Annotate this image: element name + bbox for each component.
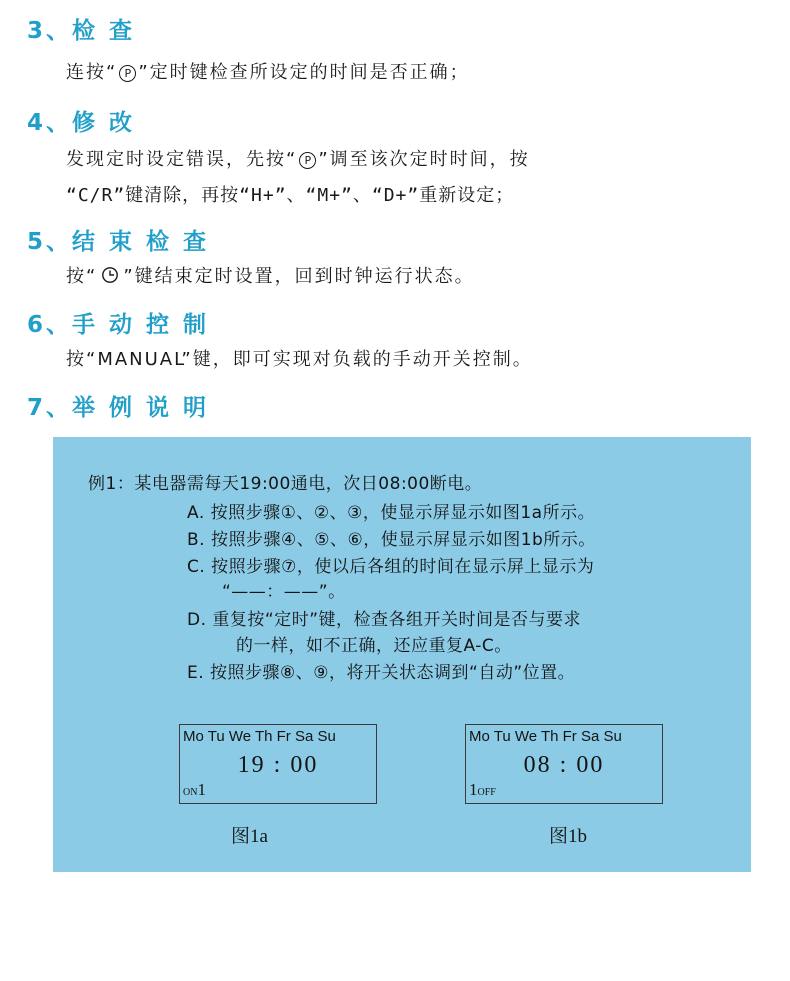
end-check-text-b: ”键结束定时设置，回到时钟运行状态。 [123,266,475,287]
example-step-d-cont: 的一样，如不正确，还应重复A-C。 [236,636,512,656]
section-heading-check: 3、检 查 [27,18,136,44]
p-key-icon: P [299,152,316,169]
figure-caption-1a: 图1a [231,826,268,847]
section-heading-modify: 4、修 改 [27,110,136,136]
end-check-text-a: 按“ [66,266,98,287]
p-key-icon: P [119,65,136,82]
lcd-time: 19 : 00 [237,752,319,778]
section-heading-manual: 6、手 动 控 制 [27,312,210,338]
lcd-weekdays: Mo Tu We Th Fr Sa Su [469,728,622,745]
modify-instruction-line2: “C/R”键清除，再按“H+”、“M+”、“D+”重新设定； [66,185,515,206]
lcd-status-label: ON [183,787,198,798]
section-heading-end-check: 5、结 束 检 查 [27,229,210,255]
lcd-display-1b [465,724,663,804]
manual-instruction: 按“MANUAL”键，即可实现对负载的手动开关控制。 [66,349,533,370]
modify-instruction-line1 [66,145,530,171]
example-step-c: C. 按照步骤⑦，使以后各组的时间在显示屏上显示为 [187,557,595,577]
section-heading-example: 7、举 例 说 明 [27,395,210,421]
lcd-group-number: 1 [469,780,478,799]
modify-text-b: ”调至该次定时时间，按 [318,149,530,170]
end-check-instruction [66,262,475,289]
example-step-e: E. 按照步骤⑧、⑨，将开关状态调到“自动”位置。 [187,663,576,683]
check-text-b: ”定时键检查所设定的时间是否正确； [138,62,470,83]
modify-text-a: 发现定时设定错误，先按“ [66,149,298,170]
lcd-group-number: 1 [197,780,206,799]
clock-icon [101,266,119,289]
check-text-a: 连按“ [66,62,118,83]
lcd-time: 08 : 00 [523,752,605,778]
example-step-c-display: “——：——”。 [222,582,346,602]
figure-caption-1b: 图1b [549,826,588,847]
lcd-display-1a [179,724,377,804]
lcd-status [183,780,206,800]
lcd-weekdays: Mo Tu We Th Fr Sa Su [183,728,336,745]
example-step-a: A. 按照步骤①、②、③，使显示屏显示如图1a所示。 [187,503,596,523]
check-instruction [66,58,470,84]
lcd-status [469,780,496,800]
example-intro: 例1：某电器需每天19:00通电，次日08:00断电。 [88,474,483,494]
example-step-d: D. 重复按“定时”键，检查各组开关时间是否与要求 [187,610,582,630]
example-step-b: B. 按照步骤④、⑤、⑥，使显示屏显示如图1b所示。 [187,530,596,550]
example-panel [53,437,751,872]
lcd-status-label: OFF [477,787,496,798]
